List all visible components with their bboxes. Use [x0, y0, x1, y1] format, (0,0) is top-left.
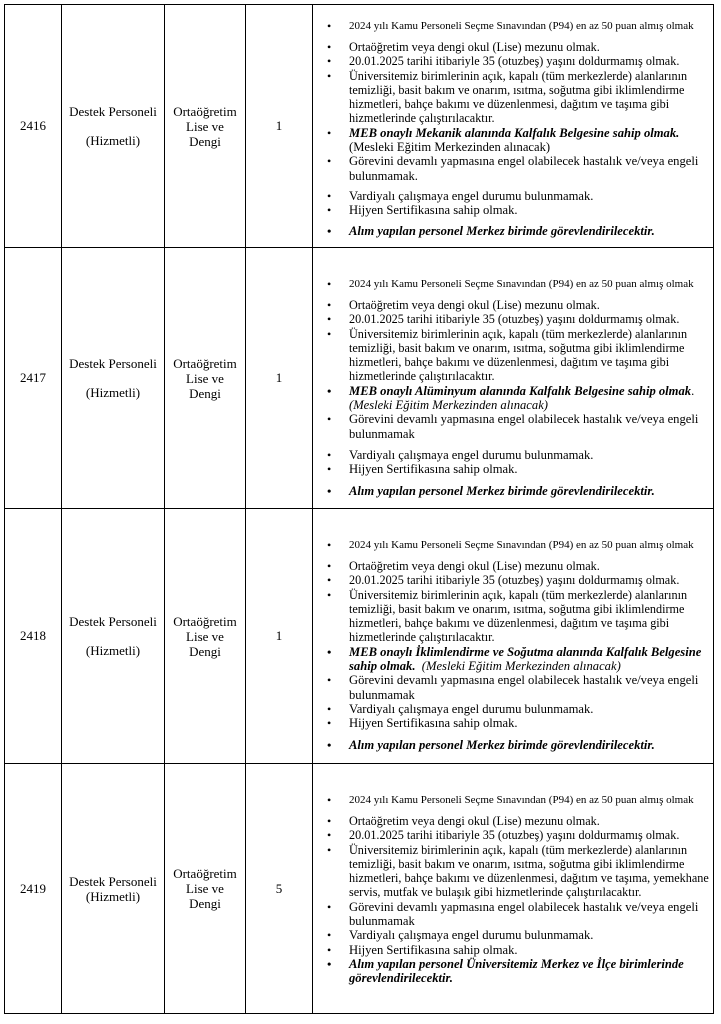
certificate-note: (Mesleki Eğitim Merkezinden alınacak)	[421, 659, 621, 674]
position-title-main: Destek Personeli	[69, 104, 157, 119]
list-item: • Vardiyalı çalışmaya engel durumu bulunmamak.	[327, 189, 709, 203]
list-item: • Alım yapılan personel Üniversitemiz Merkez ve İlçe birimlerinde görevlendirilecektir.	[327, 957, 709, 986]
requirements-cell	[313, 764, 714, 1014]
list-item: • Hijyen Sertifikasına sahip olmak.	[327, 943, 709, 957]
list-item: • Hijyen Sertifikasına sahip olmak.	[327, 203, 709, 217]
list-item: • Vardiyalı çalışmaya engel durumu bulunmamak.	[327, 448, 709, 462]
list-item: • Ortaöğretim veya dengi okul (Lise) mezunu olmak.	[327, 40, 709, 54]
list-item: • Hijyen Sertifikasına sahip olmak.	[327, 462, 709, 476]
position-code: 2418	[5, 509, 62, 764]
table-row	[5, 764, 714, 1014]
list-item: • Görevini devamlı yapmasına engel olabilecek hastalık ve/veya engeli bulunmamak	[327, 673, 709, 702]
education-level	[165, 509, 246, 764]
list-item	[327, 384, 709, 413]
education-line-2: Lise ve	[186, 118, 224, 134]
education-line-1: Ortaöğretim	[173, 103, 237, 119]
table-row	[5, 5, 714, 248]
certificate-note: (Mesleki Eğitim Merkezinden alınacak)	[349, 398, 548, 413]
position-code: 2417	[5, 248, 62, 509]
position-title-sub: (Hizmetli)	[85, 888, 141, 904]
list-item: • Vardiyalı çalışmaya engel durumu bulunmamak.	[327, 928, 709, 942]
certificate-period: .	[691, 383, 695, 398]
position-title-sub: (Hizmetli)	[85, 133, 141, 148]
list-item: • 2024 yılı Kamu Personeli Seçme Sınavından (P94) en az 50 puan almış olmak	[327, 538, 709, 552]
education-line-1: Ortaöğretim	[173, 866, 237, 881]
requirements-list	[313, 793, 713, 986]
list-item: • Hijyen Sertifikasına sahip olmak.	[327, 716, 709, 730]
position-code: 2419	[5, 764, 62, 1014]
list-item: • Üniversitemiz birimlerinin açık, kapalı (tüm merkezlerde) alanlarının temizliği, basit bakım ve onarım, ısıtma, soğutma gibi iklimlendirme hizmetleri, bahçe bakımı ve düzenlenmesi, dağıtım ve taşıma gibi hizmetlerinde çalıştırılacaktır.	[327, 69, 709, 126]
education-line-2: Lise ve	[186, 881, 224, 896]
list-item: • Görevini devamlı yapmasına engel olabilecek hastalık ve/veya engeli bulunmamak.	[327, 154, 709, 183]
education-level	[165, 248, 246, 509]
position-title	[62, 5, 165, 248]
education-line-3: Dengi	[189, 896, 221, 911]
list-item	[327, 126, 709, 155]
list-item	[327, 645, 709, 674]
list-item: • Ortaöğretim veya dengi okul (Lise) mezunu olmak.	[327, 814, 709, 828]
position-title-main: Destek Personeli	[69, 356, 157, 371]
list-item: • Görevini devamlı yapmasına engel olabilecek hastalık ve/veya engeli bulunmamak	[327, 412, 709, 441]
requirements-cell	[313, 509, 714, 764]
positions-sheet	[4, 4, 714, 1014]
list-item: • 20.01.2025 tarihi itibariyle 35 (otuzbeş) yaşını doldurmamış olmak.	[327, 828, 709, 842]
position-quantity: 5	[246, 764, 313, 1014]
education-line-3: Dengi	[189, 385, 221, 401]
position-title	[62, 764, 165, 1014]
list-item: • 2024 yılı Kamu Personeli Seçme Sınavından (P94) en az 50 puan almış olmak	[327, 19, 709, 33]
education-line-2: Lise ve	[186, 628, 224, 644]
certificate-note: (Mesleki Eğitim Merkezinden alınacak)	[349, 140, 551, 155]
list-item: • Üniversitemiz birimlerinin açık, kapalı (tüm merkezlerde) alanlarının temizliği, basit bakım ve onarım, ısıtma, soğutma gibi iklimlendirme hizmetleri, bahçe bakımı ve düzenlenmesi, dağıtım ve taşıma, yemekhane servis, mutfak ve bulaşık gibi hizmetlerinde çalıştırılacaktır.	[327, 843, 709, 900]
list-item: • Alım yapılan personel Merkez birimde görevlendirilecektir.	[327, 484, 709, 498]
position-quantity: 1	[246, 248, 313, 509]
positions-table	[4, 4, 714, 1014]
position-code: 2416	[5, 5, 62, 248]
education-line-3: Dengi	[189, 643, 221, 659]
certificate-requirement: MEB onaylı Alüminyum alanında Kalfalık Belgesine sahip olmak	[349, 383, 692, 398]
position-title-main: Destek Personeli	[69, 873, 157, 889]
table-row	[5, 248, 714, 509]
list-item: • 20.01.2025 tarihi itibariyle 35 (otuzbeş) yaşını doldurmamış olmak.	[327, 573, 709, 587]
position-title-main: Destek Personeli	[69, 614, 157, 629]
list-item: • 20.01.2025 tarihi itibariyle 35 (otuzbeş) yaşını doldurmamış olmak.	[327, 54, 709, 68]
education-level	[165, 764, 246, 1014]
list-item: • Alım yapılan personel Merkez birimde görevlendirilecektir.	[327, 224, 709, 238]
position-title	[62, 509, 165, 764]
requirements-cell	[313, 248, 714, 509]
certificate-requirement: MEB onaylı İklimlendirme ve Soğutma alanında Kalfalık Belgesine sahip olmak.	[349, 644, 702, 674]
list-item: • 2024 yılı Kamu Personeli Seçme Sınavından (P94) en az 50 puan almış olmak	[327, 793, 709, 807]
education-level	[165, 5, 246, 248]
education-line-1: Ortaöğretim	[173, 355, 237, 371]
position-title	[62, 248, 165, 509]
requirements-list	[313, 19, 713, 238]
position-title-sub: (Hizmetli)	[85, 385, 141, 400]
list-item: • Ortaöğretim veya dengi okul (Lise) mezunu olmak.	[327, 298, 709, 312]
list-item: • Üniversitemiz birimlerinin açık, kapalı (tüm merkezlerde) alanlarının temizliği, basit bakım ve onarım, ısıtma, soğutma gibi iklimlendirme hizmetleri, bahçe bakımı ve düzenlenmesi, dağıtım ve taşıma gibi hizmetlerinde çalıştırılacaktır.	[327, 588, 709, 645]
list-item: • Üniversitemiz birimlerinin açık, kapalı (tüm merkezlerde) alanlarının temizliği, basit bakım ve onarım, ısıtma, soğutma gibi iklimlendirme hizmetleri, bahçe bakımı ve düzenlenmesi, dağıtım ve taşıma gibi hizmetlerinde çalıştırılacaktır.	[327, 327, 709, 384]
certificate-requirement: MEB onaylı Mekanik alanında Kalfalık Belgesine sahip olmak.	[349, 125, 680, 140]
position-quantity: 1	[246, 509, 313, 764]
education-line-2: Lise ve	[186, 370, 224, 386]
list-item: • 2024 yılı Kamu Personeli Seçme Sınavından (P94) en az 50 puan almış olmak	[327, 277, 709, 291]
table-row	[5, 509, 714, 764]
list-item: • Vardiyalı çalışmaya engel durumu bulunmamak.	[327, 702, 709, 716]
education-line-3: Dengi	[189, 133, 221, 149]
requirements-list	[313, 277, 713, 498]
requirements-cell	[313, 5, 714, 248]
list-item: • Alım yapılan personel Merkez birimde görevlendirilecektir.	[327, 738, 709, 752]
list-item: • 20.01.2025 tarihi itibariyle 35 (otuzbeş) yaşını doldurmamış olmak.	[327, 312, 709, 326]
requirements-list	[313, 538, 713, 752]
position-title-sub: (Hizmetli)	[85, 643, 141, 658]
education-line-1: Ortaöğretim	[173, 613, 237, 629]
list-item: • Ortaöğretim veya dengi okul (Lise) mezunu olmak.	[327, 559, 709, 573]
position-quantity: 1	[246, 5, 313, 248]
list-item: • Görevini devamlı yapmasına engel olabilecek hastalık ve/veya engeli bulunmamak	[327, 900, 709, 929]
